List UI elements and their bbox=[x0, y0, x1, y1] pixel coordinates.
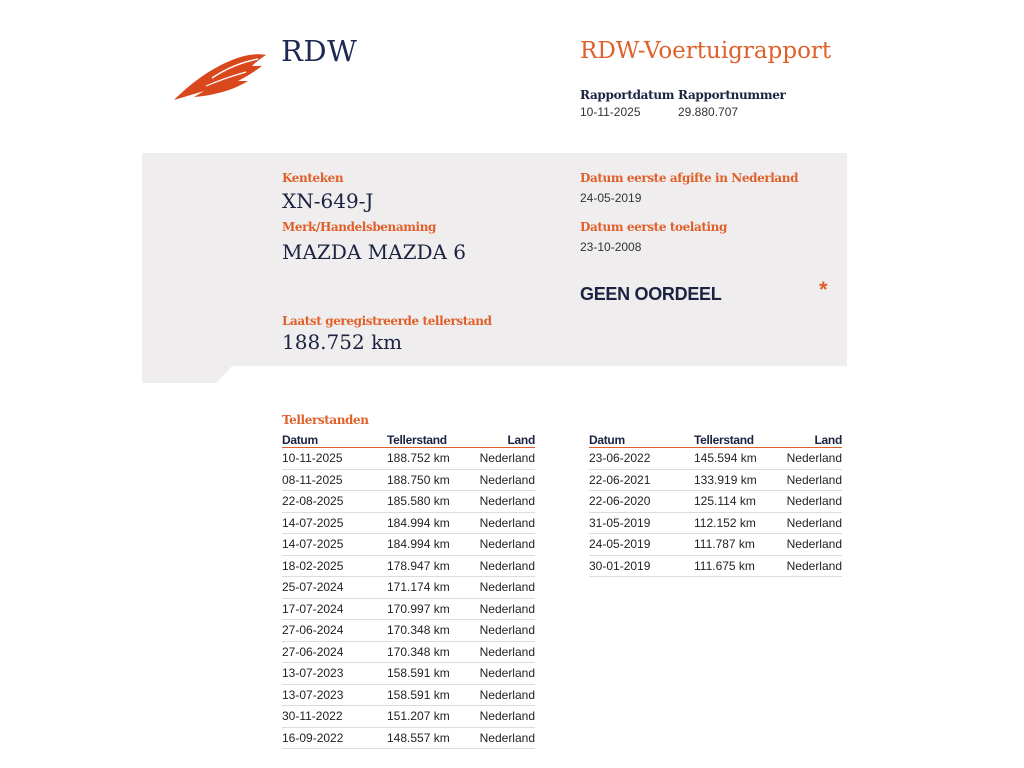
cell-country: Nederland bbox=[472, 684, 535, 706]
table-row bbox=[589, 448, 842, 470]
table-row bbox=[589, 469, 842, 491]
table-row bbox=[589, 512, 842, 534]
plate-value: XN-649-J bbox=[282, 189, 374, 213]
col-header-country: Land bbox=[779, 432, 842, 448]
cell-country: Nederland bbox=[472, 448, 535, 470]
cell-date: 17-07-2024 bbox=[282, 598, 387, 620]
table-row bbox=[282, 663, 535, 685]
cell-date: 14-07-2025 bbox=[282, 534, 387, 556]
table-row bbox=[589, 555, 842, 577]
cell-reading: 111.675 km bbox=[694, 555, 779, 577]
table-row bbox=[282, 684, 535, 706]
cell-reading: 133.919 km bbox=[694, 469, 779, 491]
cell-date: 30-01-2019 bbox=[589, 555, 694, 577]
col-header-country: Land bbox=[472, 432, 535, 448]
cell-country: Nederland bbox=[472, 534, 535, 556]
cell-date: 18-02-2025 bbox=[282, 555, 387, 577]
table-row bbox=[589, 534, 842, 556]
cell-date: 22-06-2020 bbox=[589, 491, 694, 513]
last-odometer-label: Laatst geregistreerde tellerstand bbox=[282, 314, 492, 328]
cell-reading: 145.594 km bbox=[694, 448, 779, 470]
report-date-block bbox=[580, 88, 674, 119]
cell-reading: 158.591 km bbox=[387, 684, 472, 706]
cell-reading: 188.750 km bbox=[387, 469, 472, 491]
odometer-table-right bbox=[589, 432, 842, 577]
report-date-label: Rapportdatum bbox=[580, 88, 675, 102]
table-row bbox=[282, 727, 535, 749]
rdw-logo-icon bbox=[172, 50, 268, 102]
cell-reading: 188.752 km bbox=[387, 448, 472, 470]
cell-date: 27-06-2024 bbox=[282, 641, 387, 663]
cell-date: 24-05-2019 bbox=[589, 534, 694, 556]
cell-country: Nederland bbox=[779, 534, 842, 556]
table-row bbox=[282, 555, 535, 577]
cell-date: 13-07-2023 bbox=[282, 684, 387, 706]
cell-country: Nederland bbox=[779, 469, 842, 491]
first-admission-label: Datum eerste toelating bbox=[580, 220, 727, 234]
cell-reading: 125.114 km bbox=[694, 491, 779, 513]
cell-country: Nederland bbox=[472, 706, 535, 728]
cell-country: Nederland bbox=[472, 641, 535, 663]
cell-reading: 151.207 km bbox=[387, 706, 472, 728]
table-row bbox=[282, 620, 535, 642]
col-header-date: Datum bbox=[282, 432, 387, 448]
cell-country: Nederland bbox=[472, 598, 535, 620]
cell-date: 08-11-2025 bbox=[282, 469, 387, 491]
cell-reading: 171.174 km bbox=[387, 577, 472, 599]
col-header-reading: Tellerstand bbox=[694, 432, 779, 448]
table-header-row bbox=[282, 432, 535, 448]
table-row bbox=[282, 577, 535, 599]
first-admission-value: 23-10-2008 bbox=[580, 240, 642, 254]
cell-reading: 148.557 km bbox=[387, 727, 472, 749]
panel-tab-decoration bbox=[142, 366, 232, 383]
table-row bbox=[282, 641, 535, 663]
cell-country: Nederland bbox=[472, 491, 535, 513]
table-row bbox=[589, 491, 842, 513]
table-row bbox=[282, 448, 535, 470]
plate-label: Kenteken bbox=[282, 171, 344, 185]
cell-date: 10-11-2025 bbox=[282, 448, 387, 470]
odometer-section-title: Tellerstanden bbox=[282, 413, 369, 427]
cell-reading: 170.997 km bbox=[387, 598, 472, 620]
make-label: Merk/Handelsbenaming bbox=[282, 220, 437, 234]
cell-country: Nederland bbox=[472, 620, 535, 642]
cell-date: 27-06-2024 bbox=[282, 620, 387, 642]
cell-country: Nederland bbox=[779, 512, 842, 534]
cell-reading: 170.348 km bbox=[387, 620, 472, 642]
report-number-block bbox=[678, 88, 786, 119]
cell-reading: 112.152 km bbox=[694, 512, 779, 534]
cell-date: 16-09-2022 bbox=[282, 727, 387, 749]
table-row bbox=[282, 534, 535, 556]
cell-reading: 170.348 km bbox=[387, 641, 472, 663]
col-header-reading: Tellerstand bbox=[387, 432, 472, 448]
first-nl-label: Datum eerste afgifte in Nederland bbox=[580, 171, 799, 185]
cell-date: 30-11-2022 bbox=[282, 706, 387, 728]
cell-country: Nederland bbox=[472, 469, 535, 491]
odometer-table-left bbox=[282, 432, 535, 749]
first-nl-value: 24-05-2019 bbox=[580, 191, 642, 205]
cell-reading: 178.947 km bbox=[387, 555, 472, 577]
cell-date: 14-07-2025 bbox=[282, 512, 387, 534]
table-header-row bbox=[589, 432, 842, 448]
cell-date: 31-05-2019 bbox=[589, 512, 694, 534]
table-row bbox=[282, 491, 535, 513]
report-title: RDW-Voertuigrapport bbox=[580, 38, 832, 64]
report-number-label: Rapportnummer bbox=[678, 88, 786, 102]
cell-country: Nederland bbox=[779, 491, 842, 513]
table-row bbox=[282, 706, 535, 728]
table-row bbox=[282, 512, 535, 534]
cell-reading: 185.580 km bbox=[387, 491, 472, 513]
table-row bbox=[282, 598, 535, 620]
cell-country: Nederland bbox=[779, 555, 842, 577]
verdict-footnote-marker: * bbox=[819, 277, 828, 302]
cell-date: 22-06-2021 bbox=[589, 469, 694, 491]
brand-name: RDW bbox=[281, 34, 358, 68]
cell-country: Nederland bbox=[472, 577, 535, 599]
report-number: 29.880.707 bbox=[678, 105, 739, 119]
cell-date: 25-07-2024 bbox=[282, 577, 387, 599]
cell-reading: 158.591 km bbox=[387, 663, 472, 685]
cell-country: Nederland bbox=[472, 727, 535, 749]
cell-country: Nederland bbox=[779, 448, 842, 470]
cell-date: 23-06-2022 bbox=[589, 448, 694, 470]
cell-date: 22-08-2025 bbox=[282, 491, 387, 513]
verdict-text: GEEN OORDEEL bbox=[580, 284, 722, 304]
col-header-date: Datum bbox=[589, 432, 694, 448]
cell-country: Nederland bbox=[472, 663, 535, 685]
cell-country: Nederland bbox=[472, 555, 535, 577]
cell-reading: 184.994 km bbox=[387, 512, 472, 534]
cell-reading: 184.994 km bbox=[387, 534, 472, 556]
cell-country: Nederland bbox=[472, 512, 535, 534]
table-row bbox=[282, 469, 535, 491]
make-value: MAZDA MAZDA 6 bbox=[282, 240, 467, 264]
cell-date: 13-07-2023 bbox=[282, 663, 387, 685]
report-date: 10-11-2025 bbox=[580, 105, 641, 119]
cell-reading: 111.787 km bbox=[694, 534, 779, 556]
last-odometer-value: 188.752 km bbox=[282, 330, 403, 354]
